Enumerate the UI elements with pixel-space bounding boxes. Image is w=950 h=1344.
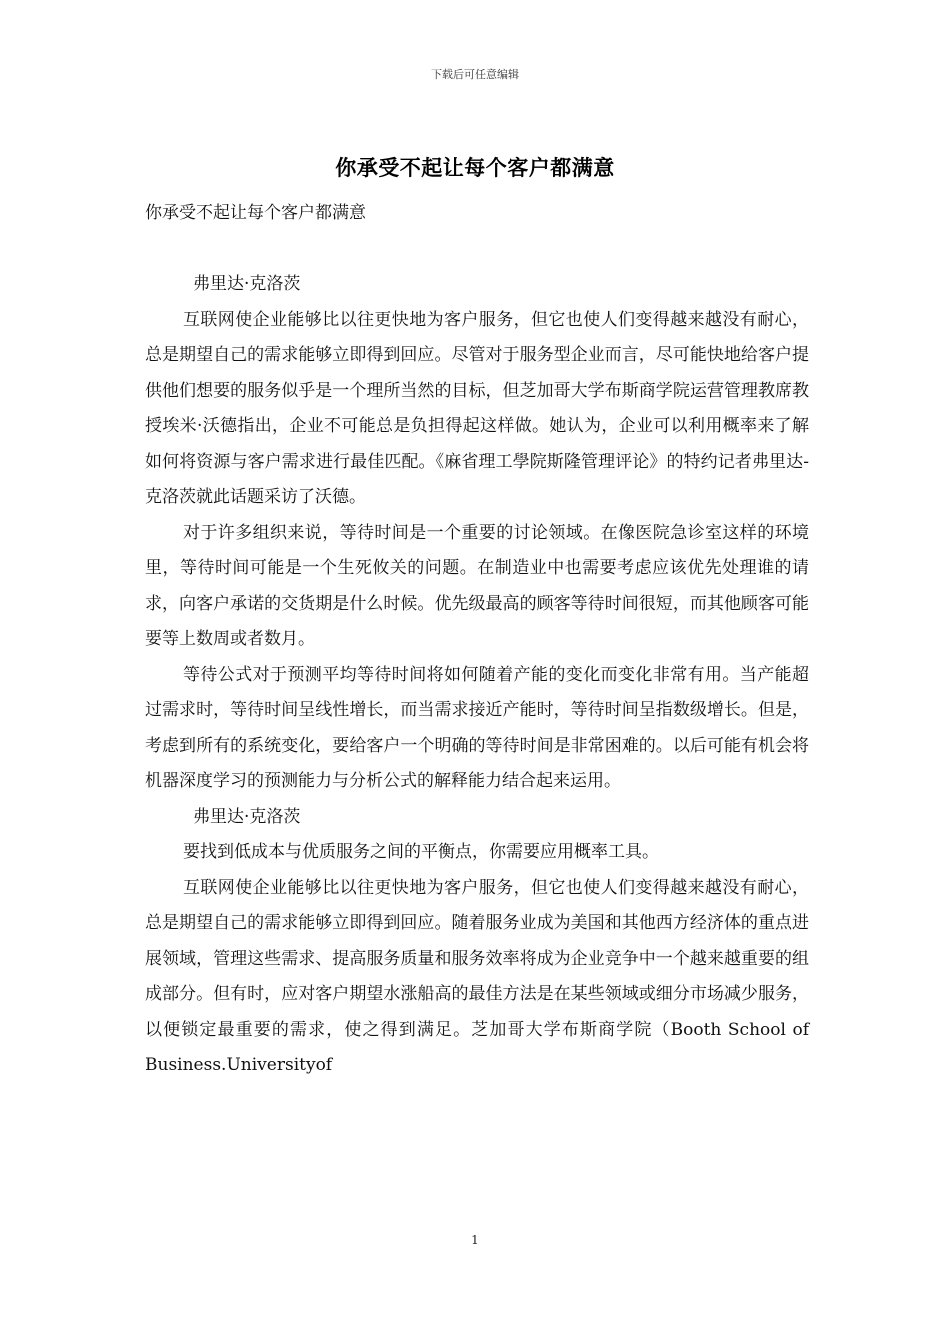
paragraph: 等待公式对于预测平均等待时间将如何随着产能的变化而变化非常有用。当产能超过需求时，等待时间呈线性增长，而当需求接近产能时，等待时间呈指数级增长。但是，考虑到所有的系统变化，要给客户一个明确的等待时间是非常困难的。以后可能有机会将机器深度学习的预测能力与分析公式的解释能力结合起来运用。: [145, 664, 809, 791]
header-note: 下载后可任意编辑: [431, 68, 519, 81]
author-byline: 弗里达·克洛茨: [193, 274, 301, 294]
page-number: 1: [471, 1233, 479, 1247]
paragraph: 互联网使企业能够比以往更快地为客户服务，但它也使人们变得越来越没有耐心，总是期望自己的需求能够立即得到回应。随着服务业成为美国和其他西方经济体的重点进展领域，管理这些需求、提高服务质量和服务效率将成为企业竞争中一个越来越重要的组成部分。但有时，应对客户期望水涨船高的最佳方法是在某些领域或细分市场减少服务，以便锁定最重要的需求，使之得到满足。芝加哥大学布斯商学院（Booth School of Business.Universityof: [145, 877, 809, 1075]
paragraph: 要找到低成本与优质服务之间的平衡点，你需要应用概率工具。: [183, 842, 659, 862]
paragraph: 对于许多组织来说，等待时间是一个重要的讨论领域。在像医院急诊室这样的环境里，等待时间可能是一个生死攸关的问题。在制造业中也需要考虑应该优先处理谁的请求，向客户承诺的交货期是什么时候。优先级最高的顾客等待时间很短，而其他顾客可能要等上数周或者数月。: [145, 522, 809, 649]
blank-line: [145, 232, 809, 268]
author-byline: 弗里达·克洛茨: [193, 806, 301, 827]
document-body: [145, 196, 809, 1084]
paragraph: 互联网使企业能够比以往更快地为客户服务，但它也使人们变得越来越没有耐心，总是期望自己的需求能够立即得到回应。尽管对于服务型企业而言，尽可能快地给客户提供他们想要的服务似乎是一个理所当然的目标，但芝加哥大学布斯商学院运营管理教席教授埃米·沃德指出，企业不可能总是负担得起这样做。她认为，企业可以利用概率来了解如何将资源与客户需求进行最佳匹配。《麻省理工學院斯隆管理评论》的特约记者弗里达-克洛茨就此话题采访了沃德。: [145, 309, 809, 507]
document-subtitle: 你承受不起让每个客户都满意: [145, 203, 366, 223]
document-title: 你承受不起让每个客户都满意: [335, 155, 615, 180]
